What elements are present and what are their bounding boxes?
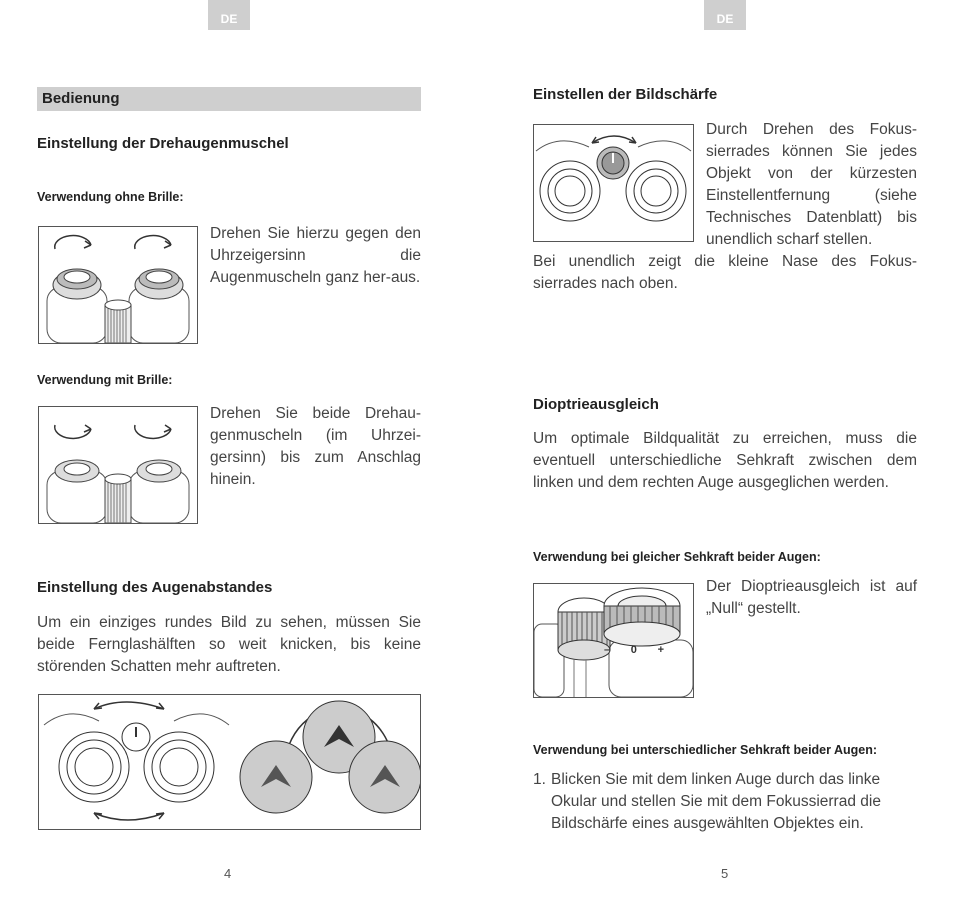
diopter-minus-mark: –: [604, 644, 611, 656]
language-tag-right: DE: [704, 0, 746, 30]
list-text: Blicken Sie mit dem linken Auge durch das linke Okular und stellen Sie mit dem Fokussierrad die Bildschärfe eines ausgewählten Objektes ein.: [551, 771, 881, 832]
diopter-ring-illustration: [534, 584, 693, 697]
figure-eyecup-in: [38, 406, 198, 524]
diopter-plus-mark: +: [657, 644, 664, 656]
text-without-glasses: Drehen Sie hierzu gegen den Uhrzeigersinn die Augenmuscheln ganz her-aus.: [210, 225, 421, 286]
language-tag-left: DE: [208, 0, 250, 30]
subheading-without-glasses: Verwendung ohne Brille:: [37, 190, 184, 204]
binocular-eyecups-in-illustration: [39, 407, 197, 523]
diopter-scale: [604, 644, 664, 656]
text-interpupillary: Um ein einziges rundes Bild zu sehen, müssen Sie beide Fernglashälften so weit knicken, bis keine störenden Schatten mehr auftreten.: [37, 614, 421, 675]
text-diopter-zero: Der Dioptrieausgleich ist auf „Null“ gestellt.: [706, 578, 917, 617]
text-focus: Durch Drehen des Fokus-sierrades können Sie jedes Objekt von der kürzesten Einstellentfernung (siehe Technisches Datenblatt) bis unendlich scharf stellen.: [706, 121, 917, 248]
list-item: [533, 769, 917, 835]
heading-focus: Einstellen der Bildschärfe: [533, 86, 718, 103]
section-bar: Bedienung: [37, 87, 421, 111]
text-diopter: Um optimale Bildqualität zu erreichen, muss die eventuell unterschiedliche Sehkraft zwischen dem linken und dem rechten Auge ausgeglichen werden.: [533, 430, 917, 491]
figure-focus-wheel: [533, 124, 694, 242]
list-number: 1.: [533, 771, 546, 788]
heading-diopter: Dioptrieausgleich: [533, 396, 659, 413]
subheading-different-vision: Verwendung bei unterschiedlicher Sehkraft beider Augen:: [533, 743, 878, 757]
page-number-left: 4: [224, 866, 232, 881]
binocular-eyecups-out-illustration: [39, 227, 197, 343]
heading-eyecup: Einstellung der Drehaugenmuschel: [37, 135, 289, 152]
binocular-bending-illustration: [39, 695, 420, 829]
heading-interpupillary: Einstellung des Augenabstandes: [37, 579, 273, 596]
subheading-with-glasses: Verwendung mit Brille:: [37, 373, 173, 387]
subheading-equal-vision: Verwendung bei gleicher Sehkraft beider Augen:: [533, 550, 821, 564]
focus-wheel-illustration: [534, 125, 693, 241]
page-number-right: 5: [721, 866, 729, 881]
figure-interpupillary: [38, 694, 421, 830]
text-with-glasses: Drehen Sie beide Drehau-genmuscheln (im Uhrzei-gersinn) bis zum Anschlag hinein.: [210, 405, 421, 488]
text-infinity: Bei unendlich zeigt die kleine Nase des Fokus-sierrades nach oben.: [533, 253, 917, 292]
figure-eyecup-out: [38, 226, 198, 344]
figure-diopter-zero: [533, 583, 694, 698]
diopter-zero-mark: 0: [630, 644, 637, 656]
